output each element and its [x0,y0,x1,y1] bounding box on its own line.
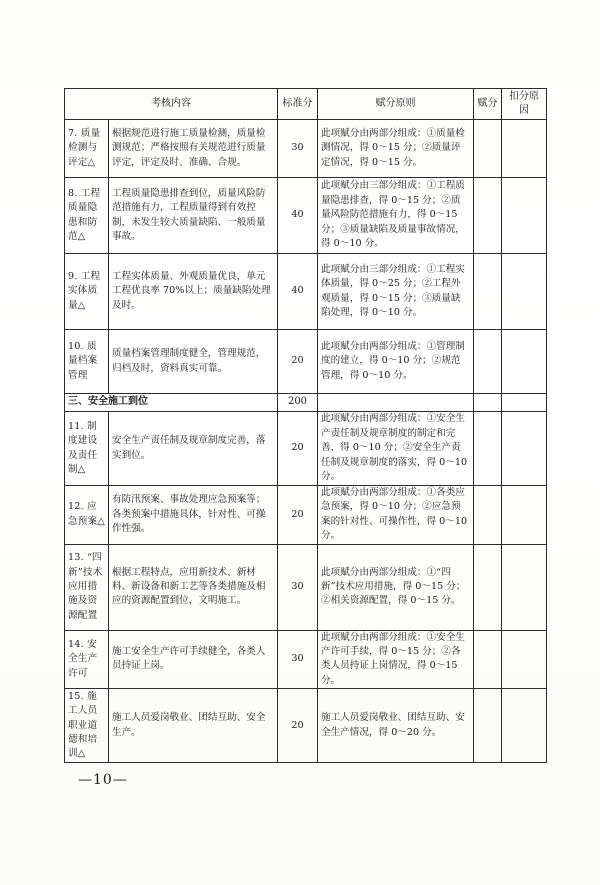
deduction-reason-cell[interactable] [502,254,547,330]
item-content: 根据工程特点，应用新技术、新材料、新设备和新工艺等各类措施及相应的资源配置到位，文明施工。 [109,544,278,630]
assigned-score-cell[interactable] [474,330,502,394]
assigned-score-cell[interactable] [474,412,502,486]
table-row [65,254,547,330]
item-principle: 施工人员爱岗敬业、团结互助、安全生产情况，得 0～20 分。 [318,689,474,763]
assigned-score-cell[interactable] [474,689,502,763]
item-principle: 此项赋分由两部分组成：①各类应急预案，得 0～10 分；②应急预案的针对性、可操作性，得 0～10 分。 [318,486,474,545]
page-number: —10— [78,772,128,788]
table-row [65,544,547,630]
item-content: 安全生产责任制及规章制度完善，落实到位。 [109,412,278,486]
assigned-score-cell[interactable] [474,178,502,254]
item-score: 20 [278,412,318,486]
table-row [65,120,547,178]
header-principle: 赋分原则 [318,89,474,120]
item-score: 30 [278,630,318,689]
header-content: 考核内容 [65,89,278,120]
table-row [65,486,547,545]
item-score: 30 [278,120,318,178]
item-principle: 此项赋分由三部分组成：①工程实体质量，得 0～25 分；②工程外观质量，得 0～15 分；③质量缺陷处理，得 0～10 分。 [318,254,474,330]
item-principle: 此项赋分由两部分组成：①管理制度的建立，得 0～10 分；②规范管理，得 0～10 分。 [318,330,474,394]
deduction-reason-cell[interactable] [502,330,547,394]
table-row [65,330,547,394]
item-content: 有防汛预案、事故处理应急预案等；各类预案中措施具体，针对性、可操作性强。 [109,486,278,545]
section-principle-cell [318,394,474,412]
section-deduction-cell [502,394,547,412]
section-title: 三、安全施工到位 [65,394,278,412]
item-content: 根据规范进行施工质量检测，质量检测规范；严格按照有关规范进行质量评定，评定及时、准确、合规。 [109,120,278,178]
item-label: 14. 安全生产许可 [65,630,109,689]
deduction-reason-cell[interactable] [502,486,547,545]
item-score: 40 [278,178,318,254]
item-label: 7. 质量检测与评定△ [65,120,109,178]
assigned-score-cell[interactable] [474,120,502,178]
item-label: 8. 工程质量隐患和防范△ [65,178,109,254]
assigned-score-cell[interactable] [474,254,502,330]
deduction-reason-cell[interactable] [502,544,547,630]
header-assigned-score: 赋分 [474,89,502,120]
header-standard-score: 标准分 [278,89,318,120]
item-score: 20 [278,330,318,394]
table-row [65,630,547,689]
item-label: 15. 施工人员职业道德和培训△ [65,689,109,763]
item-content: 工程实体质量、外观质量优良，单元工程优良率 70%以上；质量缺陷处理及时。 [109,254,278,330]
assigned-score-cell[interactable] [474,544,502,630]
table-header-row [65,89,547,120]
item-content: 施工安全生产许可手续健全，各类人员持证上岗。 [109,630,278,689]
item-content: 质量档案管理制度健全，管理规范，归档及时，资料真实可靠。 [109,330,278,394]
item-label: 11. 制度建设及责任制△ [65,412,109,486]
deduction-reason-cell[interactable] [502,178,547,254]
item-principle: 此项赋分由两部分组成：①“四新”技术应用措施，得 0～15 分；②相关资源配置，得 0～15 分。 [318,544,474,630]
item-principle: 此项赋分由两部分组成：①安全生产许可手续，得 0～15 分；②各类人员持证上岗情况，得 0～15 分。 [318,630,474,689]
section-header-row [65,394,547,412]
item-score: 20 [278,689,318,763]
item-label: 10. 质量档案管理 [65,330,109,394]
item-content: 施工人员爱岗敬业、团结互助、安全生产。 [109,689,278,763]
table-row [65,689,547,763]
table-row [65,412,547,486]
item-score: 30 [278,544,318,630]
header-deduction-reason: 扣分原因 [502,89,547,120]
item-principle: 此项赋分由三部分组成：①工程质量隐患排查，得 0～15 分；②质量风险防范措施有力，得 0～15 分；③质量缺陷及质量事故情况，得 0～10 分。 [318,178,474,254]
section-score: 200 [278,394,318,412]
deduction-reason-cell[interactable] [502,412,547,486]
deduction-reason-cell[interactable] [502,630,547,689]
item-label: 13. “四新”技术应用措施及资源配置 [65,544,109,630]
item-principle: 此项赋分由两部分组成：①安全生产责任制及规章制度的制定和完善，得 0～10 分；②安全生产责任制及规章制度的落实，得 0～10 分。 [318,412,474,486]
item-principle: 此项赋分由两部分组成：①质量检测情况，得 0～15 分；②质量评定情况，得 0～15 分。 [318,120,474,178]
item-score: 20 [278,486,318,545]
assessment-table [64,88,547,763]
table-row [65,178,547,254]
item-label: 9. 工程实体质量△ [65,254,109,330]
item-content: 工程质量隐患排查到位，质量风险防范措施有力，工程质量得到有效控制，未发生较大质量缺陷、一般质量事故。 [109,178,278,254]
item-score: 40 [278,254,318,330]
assigned-score-cell[interactable] [474,630,502,689]
section-assigned-cell [474,394,502,412]
deduction-reason-cell[interactable] [502,689,547,763]
deduction-reason-cell[interactable] [502,120,547,178]
assigned-score-cell[interactable] [474,486,502,545]
item-label: 12. 应急预案△ [65,486,109,545]
